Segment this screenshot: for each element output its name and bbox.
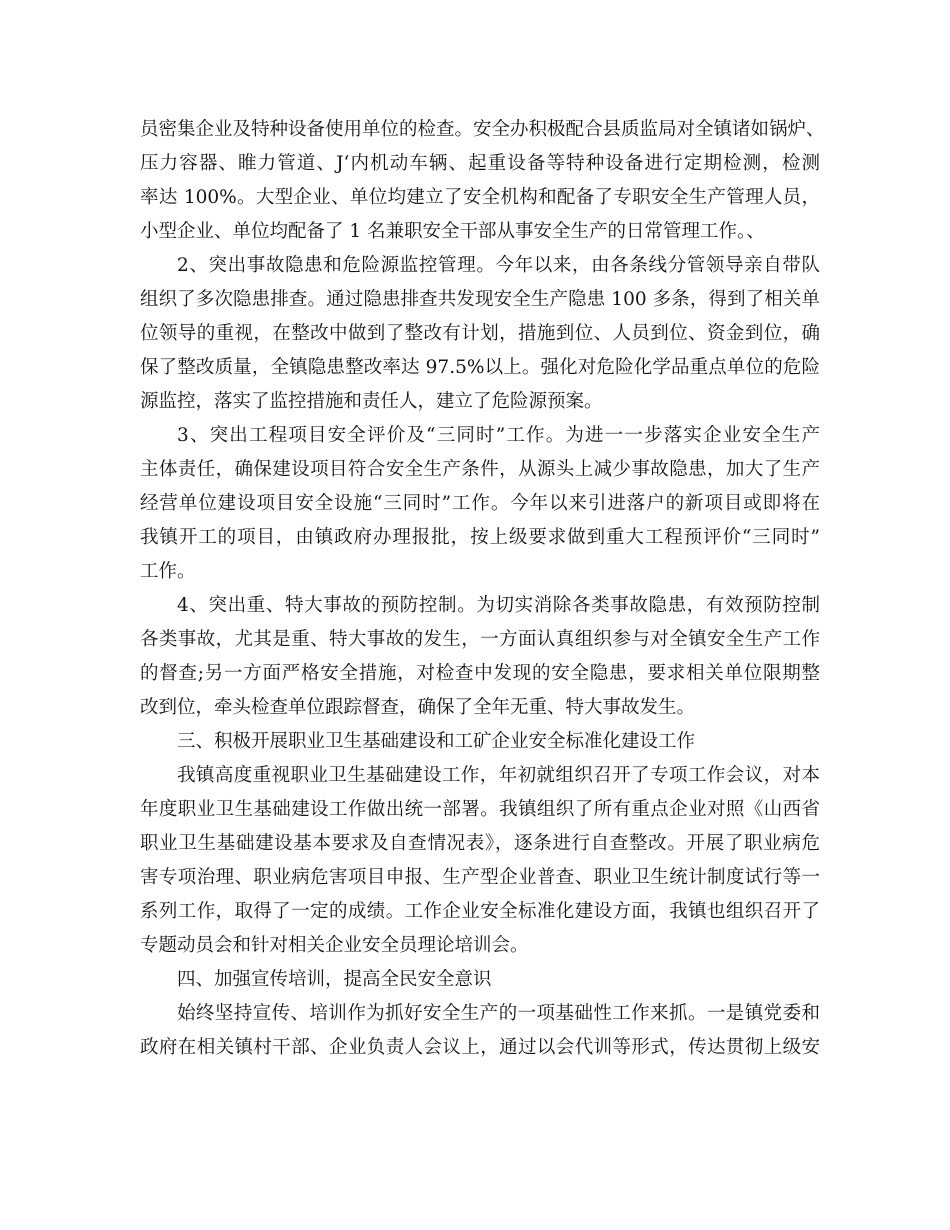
text-line: 害专项治理、职业病危害项目申报、生产型企业普查、职业卫生统计制度试行等一 bbox=[140, 867, 820, 888]
text-line: 三、积极开展职业卫生基础建设和工矿企业安全标准化建设工作 bbox=[177, 731, 696, 752]
text-line: 我镇开工的项目，由镇政府办理报批，按上级要求做到重大工程预评价“三同时” bbox=[140, 527, 820, 548]
text-line: 的督查;另一方面严格安全措施，对检查中发现的安全隐患，要求相关单位限期整 bbox=[140, 663, 820, 684]
text-line: 四、加强宣传培训，提高全民安全意识 bbox=[177, 969, 492, 990]
text-line: 职业卫生基础建设基本要求及自查情况表》，逐条进行自查整改。开展了职业病危 bbox=[140, 833, 820, 854]
text-line: 员密集企业及特种设备使用单位的检查。安全办积极配合县质监局对全镇诸如锅炉、 bbox=[140, 119, 825, 140]
text-line: 2、突出事故隐患和危险源监控管理。今年以来，由各条线分管领导亲自带队 bbox=[177, 255, 820, 276]
text-line: 工作。 bbox=[140, 561, 196, 582]
text-line: 年度职业卫生基础建设工作做出统一部署。我镇组织了所有重点企业对照《山西省 bbox=[140, 799, 820, 820]
text-line: 各类事故，尤其是重、特大事故的发生，一方面认真组织参与对全镇安全生产工作 bbox=[140, 629, 820, 650]
text-line: 政府在相关镇村干部、企业负责人会议上，通过以会代训等形式，传达贯彻上级安 bbox=[140, 1037, 820, 1058]
text-line: 始终坚持宣传、培训作为抓好安全生产的一项基础性工作来抓。一是镇党委和 bbox=[177, 1003, 820, 1024]
text-line: 系列工作，取得了一定的成绩。工作企业安全标准化建设方面，我镇也组织召开了 bbox=[140, 901, 820, 922]
text-line: 位领导的重视，在整改中做到了整改有计划，措施到位、人员到位、资金到位，确 bbox=[140, 323, 820, 344]
text-line: 3、突出工程项目安全评价及“三同时”工作。为进一一步落实企业安全生产 bbox=[177, 425, 820, 446]
text-line: 经营单位建设项目安全设施“三同时”工作。今年以来引进落户的新项目或即将在 bbox=[140, 493, 820, 514]
text-line: 源监控，落实了监控措施和责任人，建立了危险源预案。 bbox=[140, 391, 603, 412]
text-line: 率达 100%。大型企业、单位均建立了安全机构和配备了专职安全生产管理人员， bbox=[140, 187, 820, 208]
text-line: 改到位，牵头检查单位跟踪督查，确保了全年无重、特大事故发生。 bbox=[140, 697, 696, 718]
text-line: 4、突出重、特大事故的预防控制。为切实消除各类事故隐患，有效预防控制 bbox=[177, 595, 820, 616]
text-line: 主体责任，确保建设项目符合安全生产条件，从源头上减少事故隐患，加大了生产 bbox=[140, 459, 820, 480]
text-line: 小型企业、单位均配备了 1 名兼职安全干部从事安全生产的日常管理工作。、 bbox=[140, 221, 765, 242]
text-line: 专题动员会和针对相关企业安全员理论培训会。 bbox=[140, 935, 529, 956]
text-line: 压力容器、睢力管道、J‘内机动车辆、起重设备等特种设备进行定期检测，检测 bbox=[140, 153, 820, 174]
text-line: 组织了多次隐患排查。通过隐患排查共发现安全生产隐患 100 多条，得到了相关单 bbox=[140, 289, 820, 310]
document-body bbox=[140, 113, 825, 1065]
text-line: 保了整改质量，全镇隐患整改率达 97.5%以上。强化对危险化学品重点单位的危险 bbox=[140, 357, 820, 378]
text-line: 我镇高度重视职业卫生基础建设工作，年初就组织召开了专项工作会议，对本 bbox=[177, 765, 820, 786]
